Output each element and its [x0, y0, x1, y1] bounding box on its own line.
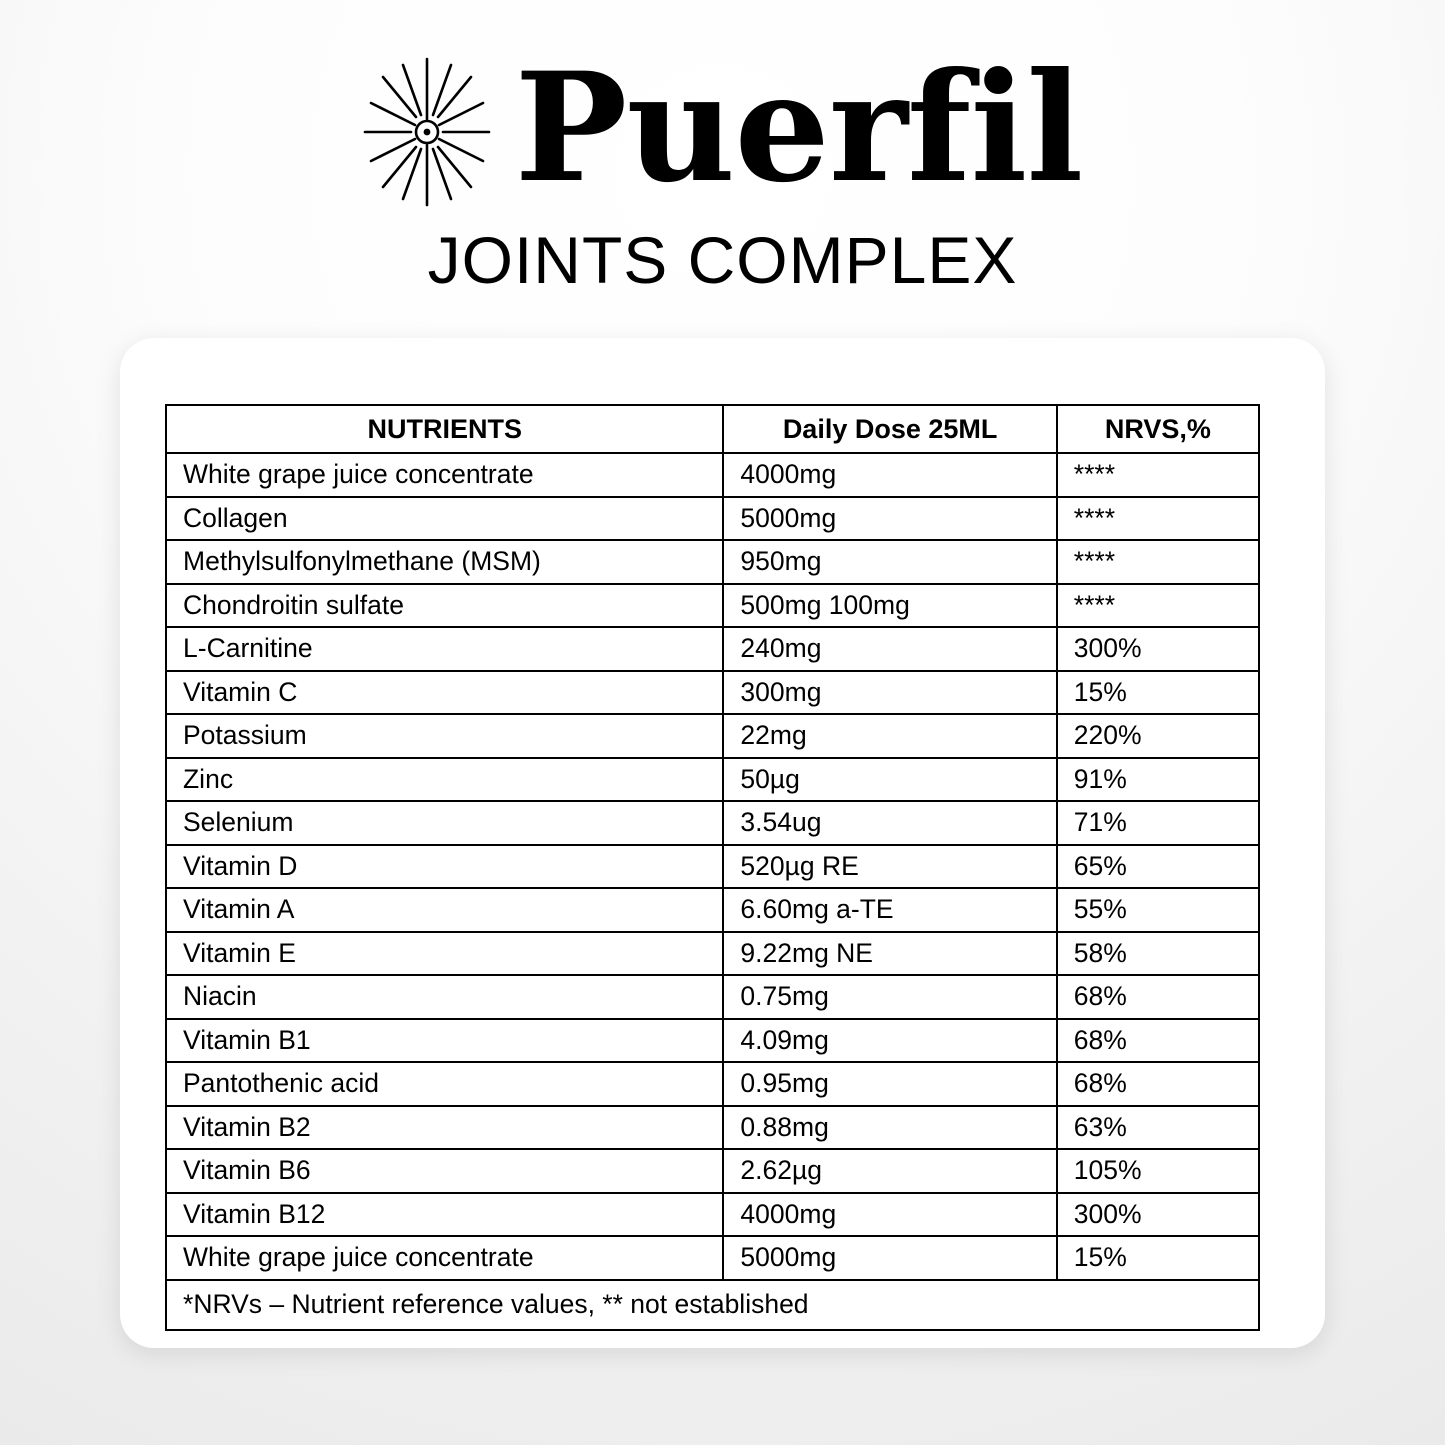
- nutrient-name: Methylsulfonylmethane (MSM): [166, 540, 723, 584]
- table-row: [166, 627, 1259, 671]
- column-header-nrvs: NRVS,%: [1057, 405, 1259, 453]
- nutrient-name: White grape juice concentrate: [166, 1236, 723, 1280]
- nutrient-name: Pantothenic acid: [166, 1062, 723, 1106]
- nutrient-nrv: ****: [1057, 497, 1259, 541]
- nutrient-name: Vitamin B12: [166, 1193, 723, 1237]
- nutrient-dose: 5000mg: [723, 497, 1056, 541]
- nutrient-nrv: 15%: [1057, 1236, 1259, 1280]
- starburst-icon: [363, 57, 491, 207]
- table-row: [166, 453, 1259, 497]
- nutrient-name: Potassium: [166, 714, 723, 758]
- nutrient-dose: 4.09mg: [723, 1019, 1056, 1063]
- nutrition-table-wrap: [165, 404, 1260, 1331]
- nutrient-nrv: 58%: [1057, 932, 1259, 976]
- table-row: [166, 671, 1259, 715]
- nutrient-name: Vitamin C: [166, 671, 723, 715]
- table-row: [166, 801, 1259, 845]
- nutrient-nrv: ****: [1057, 453, 1259, 497]
- nutrient-dose: 22mg: [723, 714, 1056, 758]
- nutrient-name: L-Carnitine: [166, 627, 723, 671]
- table-header-row: [166, 405, 1259, 453]
- nutrient-dose: 0.88mg: [723, 1106, 1056, 1150]
- nutrient-name: Vitamin B1: [166, 1019, 723, 1063]
- table-row: [166, 1236, 1259, 1280]
- nutrient-nrv: ****: [1057, 584, 1259, 628]
- nutrition-card: [120, 338, 1325, 1348]
- nutrient-dose: 2.62µg: [723, 1149, 1056, 1193]
- label-header: [0, 40, 1445, 298]
- nutrient-nrv: 220%: [1057, 714, 1259, 758]
- table-row: [166, 497, 1259, 541]
- nutrient-dose: 300mg: [723, 671, 1056, 715]
- nutrient-name: Vitamin B6: [166, 1149, 723, 1193]
- nutrient-nrv: 300%: [1057, 1193, 1259, 1237]
- nutrient-dose: 3.54ug: [723, 801, 1056, 845]
- nutrient-dose: 0.75mg: [723, 975, 1056, 1019]
- nutrient-nrv: 63%: [1057, 1106, 1259, 1150]
- nutrient-dose: 240mg: [723, 627, 1056, 671]
- footnote-text: *NRVs – Nutrient reference values, ** not established: [166, 1280, 1259, 1330]
- nutrient-dose: 6.60mg a-TE: [723, 888, 1056, 932]
- nutrient-nrv: 91%: [1057, 758, 1259, 802]
- nutrient-name: Vitamin A: [166, 888, 723, 932]
- nutrient-dose: 5000mg: [723, 1236, 1056, 1280]
- product-subtitle: JOINTS COMPLEX: [427, 223, 1018, 297]
- nutrition-table: [165, 404, 1260, 1331]
- nutrient-nrv: 15%: [1057, 671, 1259, 715]
- nutrient-nrv: ****: [1057, 540, 1259, 584]
- table-row: [166, 1193, 1259, 1237]
- nutrient-name: Vitamin B2: [166, 1106, 723, 1150]
- nutrient-nrv: 65%: [1057, 845, 1259, 889]
- column-header-nutrients: NUTRIENTS: [166, 405, 723, 453]
- table-row: [166, 845, 1259, 889]
- nutrient-dose: 9.22mg NE: [723, 932, 1056, 976]
- nutrient-name: White grape juice concentrate: [166, 453, 723, 497]
- table-row: [166, 1106, 1259, 1150]
- nutrient-name: Vitamin E: [166, 932, 723, 976]
- nutrient-nrv: 71%: [1057, 801, 1259, 845]
- table-row: [166, 975, 1259, 1019]
- nutrient-name: Chondroitin sulfate: [166, 584, 723, 628]
- nutrient-dose: 4000mg: [723, 1193, 1056, 1237]
- nutrient-dose: 520µg RE: [723, 845, 1056, 889]
- nutrient-nrv: 300%: [1057, 627, 1259, 671]
- nutrient-name: Niacin: [166, 975, 723, 1019]
- nutrient-nrv: 68%: [1057, 975, 1259, 1019]
- nutrient-name: Selenium: [166, 801, 723, 845]
- nutrient-nrv: 68%: [1057, 1019, 1259, 1063]
- table-row: [166, 1149, 1259, 1193]
- table-row: [166, 1062, 1259, 1106]
- table-body: [166, 453, 1259, 1330]
- table-row: [166, 932, 1259, 976]
- table-row: [166, 758, 1259, 802]
- nutrient-nrv: 55%: [1057, 888, 1259, 932]
- nutrient-name: Zinc: [166, 758, 723, 802]
- table-row: [166, 888, 1259, 932]
- table-row: [166, 714, 1259, 758]
- nutrient-dose: 500mg 100mg: [723, 584, 1056, 628]
- table-footnote-row: [166, 1280, 1259, 1330]
- table-row: [166, 584, 1259, 628]
- table-row: [166, 1019, 1259, 1063]
- table-row: [166, 540, 1259, 584]
- column-header-daily-dose: Daily Dose 25ML: [723, 405, 1056, 453]
- brand-name: Puerfil: [514, 40, 1083, 216]
- nutrient-dose: 4000mg: [723, 453, 1056, 497]
- nutrient-dose: 0.95mg: [723, 1062, 1056, 1106]
- nutrient-dose: 950mg: [723, 540, 1056, 584]
- nutrient-name: Collagen: [166, 497, 723, 541]
- brand-row: [0, 40, 1445, 216]
- nutrient-name: Vitamin D: [166, 845, 723, 889]
- nutrient-dose: 50µg: [723, 758, 1056, 802]
- nutrient-nrv: 68%: [1057, 1062, 1259, 1106]
- nutrient-nrv: 105%: [1057, 1149, 1259, 1193]
